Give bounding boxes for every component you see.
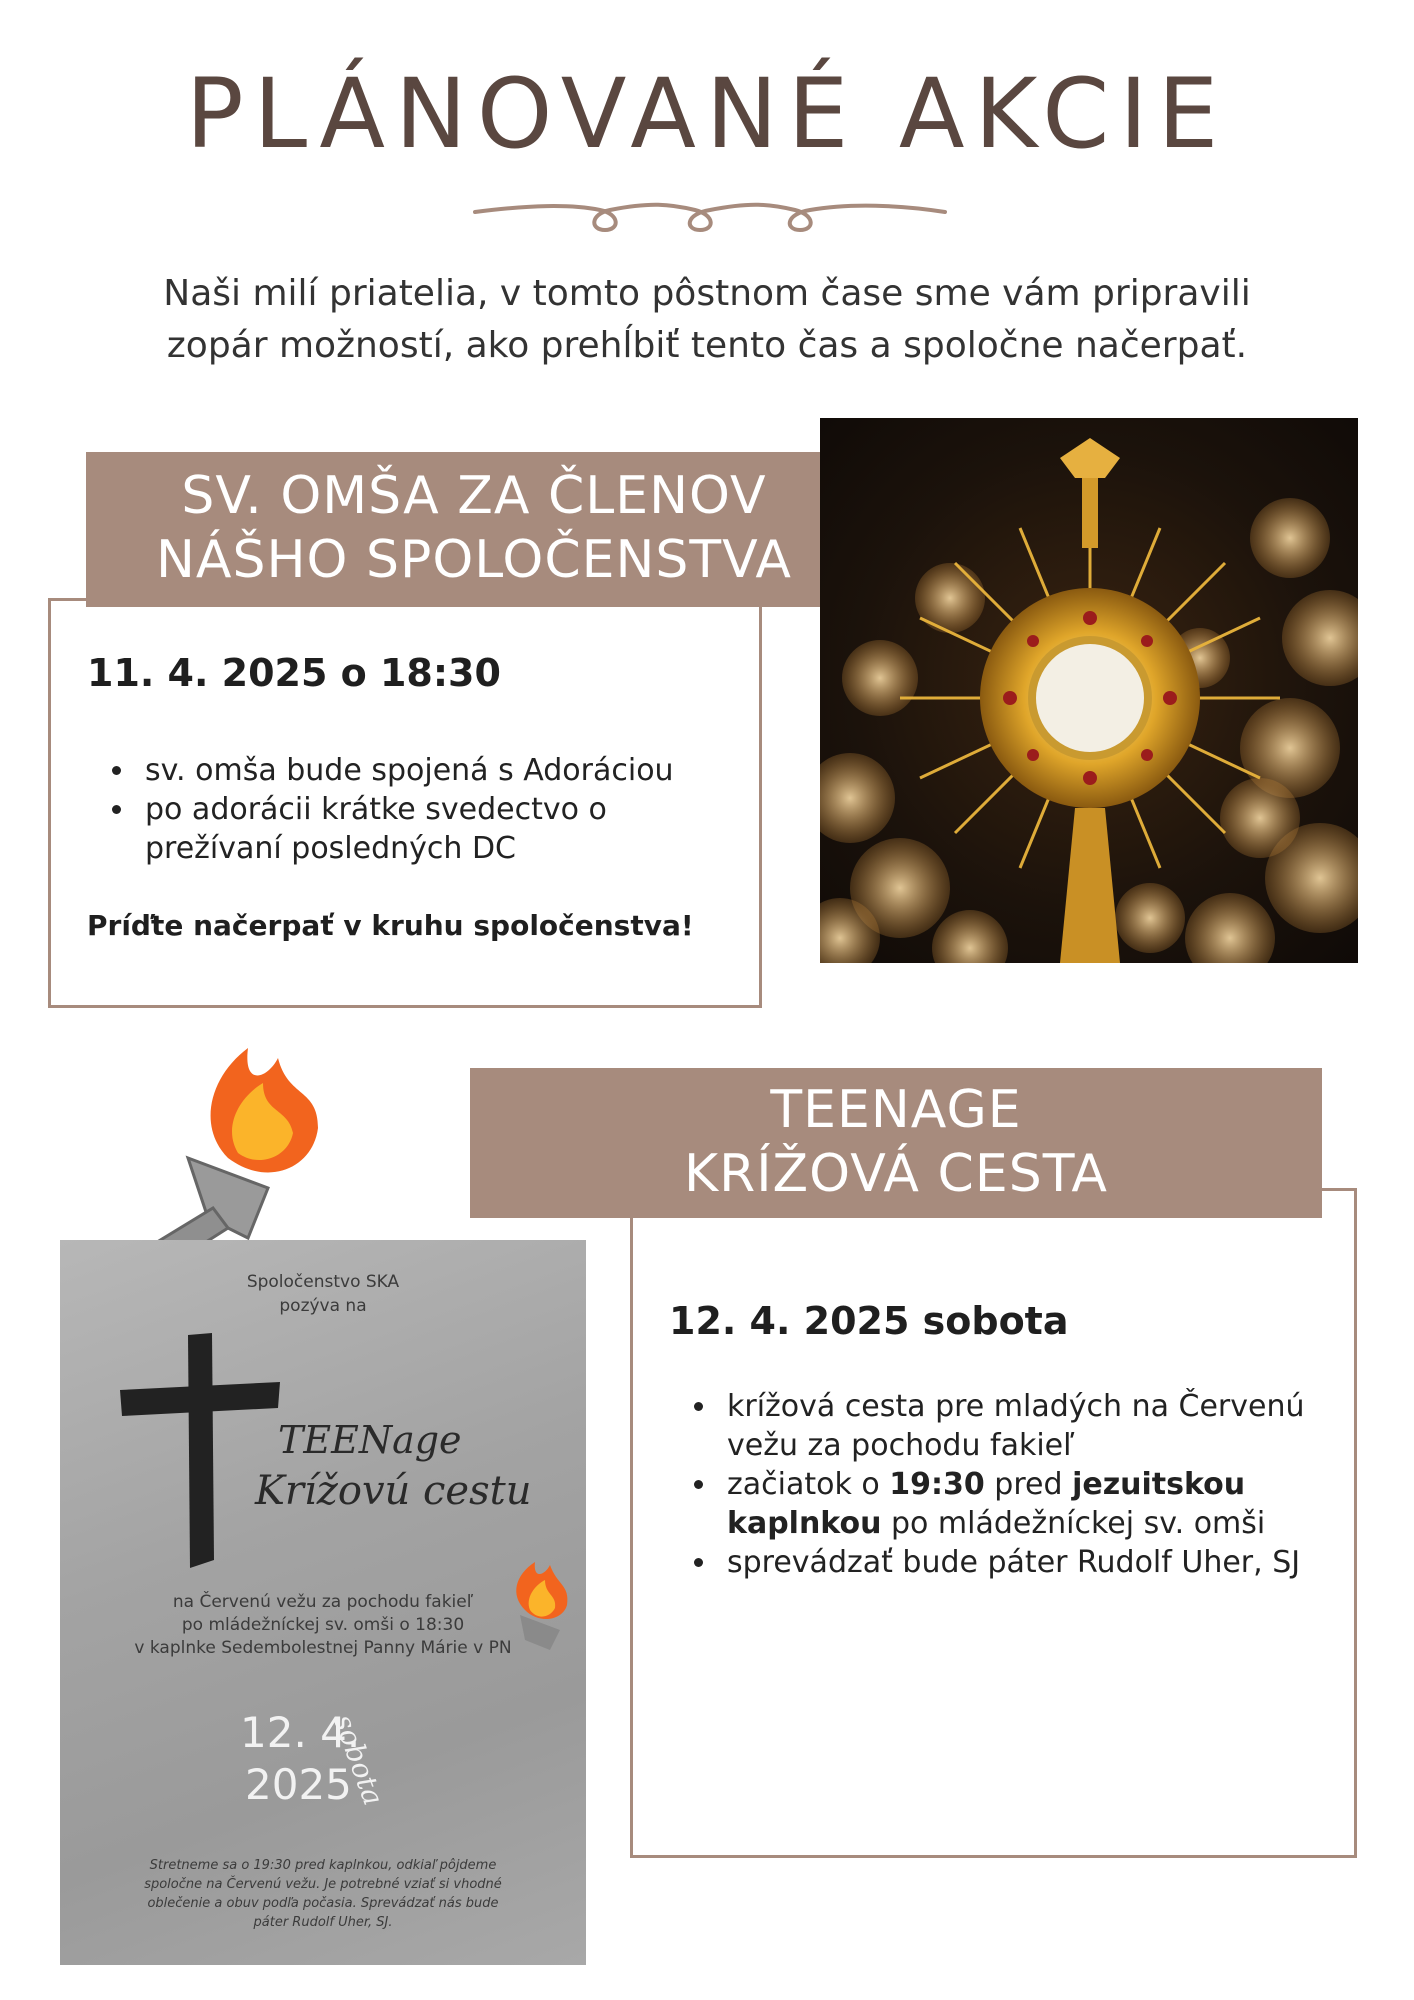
intro-text [100,268,1314,372]
poster-day: sobota [326,1710,391,1810]
cross-icon [120,1330,280,1570]
swirl-divider-icon [470,190,950,240]
event2-bullet-3: • sprevádzať bude páter Rudolf Uher, SJ [719,1543,1379,1582]
event1-bullet-1: • sv. omša bude spojená s Adoráciou [137,751,697,790]
event2-b2-mid: pred [984,1467,1073,1502]
event2-banner [470,1068,1322,1218]
event1-title-line-2: NÁŠHO SPOLOČENSTVA [155,530,793,590]
poster-script-2: Krížovú cestu [255,1468,532,1514]
event1-bullets [87,751,697,868]
monstrance-photo [820,418,1358,963]
event1-cta: Príďte načerpať v kruhu spoločenstva! [87,909,694,942]
poster-invites: pozýva na [279,1296,367,1316]
poster-foot-4: páter Rudolf Uher, SJ. [253,1915,393,1930]
event1-banner [86,452,862,607]
event2-bullets [669,1387,1379,1582]
event2-b2-place: jezuitskou kaplnkou [727,1467,1246,1541]
poster-foot-1: Stretneme sa o 19:30 pred kaplnkou, odkiaľ pôjdeme [149,1858,497,1873]
event2-b2-time: 19:30 [889,1467,985,1502]
event1-title-line-1: SV. OMŠA ZA ČLENOV [181,466,767,526]
poster-foot-3: oblečenie a obuv podľa počasia. Sprevádzať nás bude [147,1896,499,1911]
poster-org: Spoločenstvo SKA [246,1272,400,1292]
poster-script-1: TEENage [278,1418,462,1462]
intro-line-2: zopár možností, ako prehĺbiť tento čas a spoločne načerpať. [166,325,1248,366]
poster-info-2: po mládežníckej sv. omši o 18:30 [181,1615,465,1635]
event2-b2-post: po mládežníckej sv. omši [881,1506,1266,1541]
event2-b2-pre: začiatok o [727,1467,890,1502]
event2-bullet-1: • krížová cesta pre mladých na Červenú vežu za pochodu fakieľ [719,1387,1379,1465]
poster-foot-2: spoločne na Červenú vežu. Je potrebné vziať si vhodné [144,1877,502,1892]
event2-title-line-1: TEENAGE [770,1080,1022,1140]
intro-line-1: Naši milí priatelia, v tomto pôstnom čase sme vám pripravili [163,273,1251,314]
event1-bullet-2: • po adorácii krátke svedectvo o prežívaní posledných DC [137,790,697,868]
poster-date-2: 2025 [245,1760,352,1809]
event2-poster [60,1240,586,1965]
event1-date: 11. 4. 2025 o 18:30 [87,651,501,695]
poster-date-1: 12. 4. [240,1708,361,1757]
event2-card [630,1188,1357,1858]
poster-info-1: na Červenú vežu za pochodu fakieľ [172,1592,474,1612]
poster-info-3: v kaplnke Sedembolestnej Panny Márie v PN [134,1638,512,1658]
event2-date: 12. 4. 2025 sobota [669,1299,1069,1343]
event1-card [48,598,762,1008]
page-title: PLÁNOVANÉ AKCIE [185,58,1229,170]
event2-bullet-2 [719,1465,1379,1543]
event2-title-line-2: KRÍŽOVÁ CESTA [683,1144,1109,1204]
